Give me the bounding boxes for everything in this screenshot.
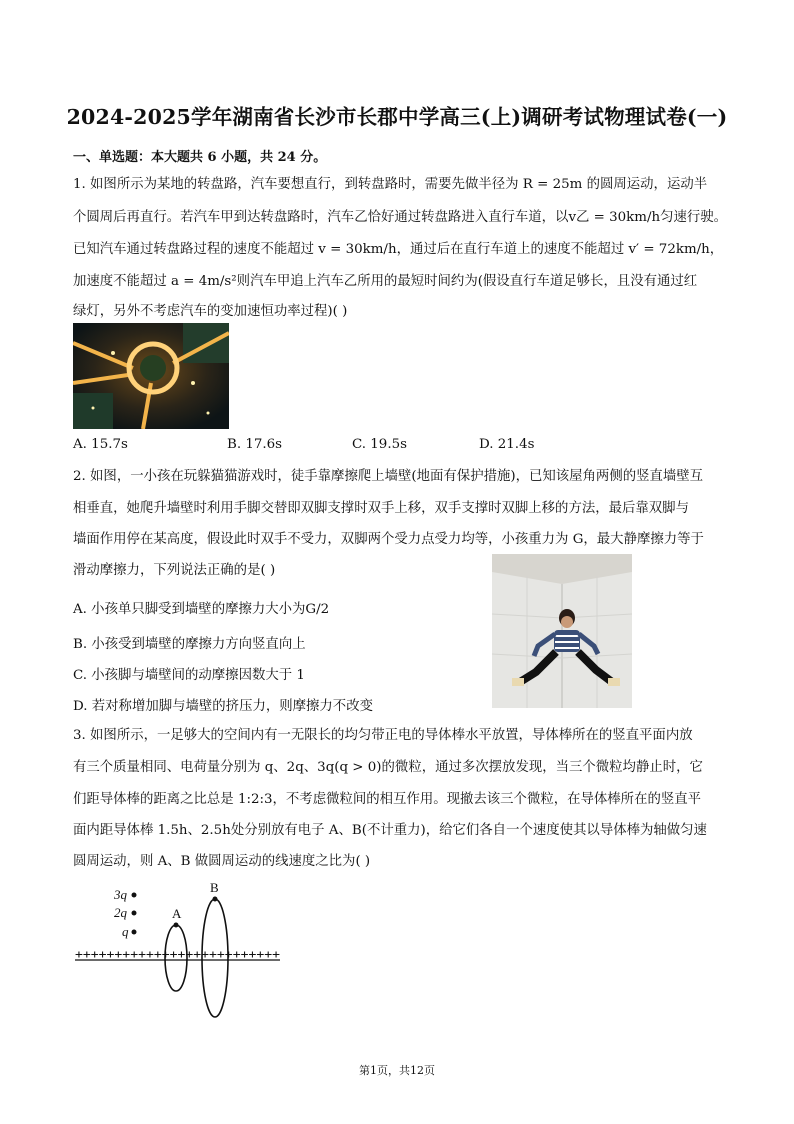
q2-option-a: A. 小孩单只脚受到墙壁的摩擦力大小为G/2 xyxy=(73,602,330,617)
q3-line: 3. 如图所示，一足够大的空间内有一无限长的均匀带正电的导体棒水平放置，导体棒所在的竖直平面内放 xyxy=(73,728,693,743)
q3-line: 有三个质量相同、电荷量分别为 q、2q、3q(q > 0)的微粒，通过多次摆放发现，当三个微粒均静止时，它 xyxy=(73,760,703,775)
charged-rod-diagram xyxy=(70,878,285,1023)
electron-b-label: B xyxy=(210,880,219,895)
rod-charges: ++++++++++++++++++++++++++ xyxy=(75,947,281,961)
q3-line: 们距导体棒的距离之比总是 1:2:3，不考虑微粒间的相互作用。现撤去该三个微粒，在导体棒所在的竖直平 xyxy=(73,792,702,807)
q1-line: 已知汽车通过转盘路过程的速度不能超过 v = 30km/h，通过后在直行车道上的速度不能超过 v′ = 72km/h， xyxy=(73,242,724,257)
q1-line: 绿灯，另外不考虑汽车的变加速恒功率过程)( ) xyxy=(73,304,348,319)
electron-b xyxy=(213,897,218,902)
child-climbing-photo xyxy=(492,554,632,708)
q2-line: 相垂直，她爬升墙壁时利用手脚交替即双脚支撑时双手上移，双手支撑时双脚上移的方法，最后靠双脚与 xyxy=(73,501,689,516)
electron-a-label: A xyxy=(172,906,182,921)
particle-2q xyxy=(132,911,137,916)
q2-line: 滑动摩擦力，下列说法正确的是( ) xyxy=(73,563,276,578)
q1-line: 1. 如图所示为某地的转盘路，汽车要想直行，到转盘路时，需要先做半径为 R = 25m 的圆周运动，运动半 xyxy=(73,177,708,192)
charge-q-label: q xyxy=(122,924,129,939)
page-title: 2024-2025学年湖南省长沙市长郡中学高三(上)调研考试物理试卷(一) xyxy=(66,105,728,129)
q2-line: 2. 如图，一小孩在玩躲猫猫游戏时，徒手靠摩擦爬上墙壁(地面有保护措施)，已知该屋角两侧的竖直墙壁互 xyxy=(73,469,704,484)
q1-line: 个圆周后再直行。若汽车甲到达转盘路时，汽车乙恰好通过转盘路进入直行车道，以v乙 = 30km/h匀速行驶。 xyxy=(73,210,728,225)
charge-3q-label: 3q xyxy=(114,887,127,902)
electron-a xyxy=(174,923,179,928)
q1-option-b: B. 17.6s xyxy=(227,437,283,452)
q1-option-d: D. 21.4s xyxy=(479,437,535,452)
particle-q xyxy=(132,930,137,935)
q2-option-b: B. 小孩受到墙壁的摩擦力方向竖直向上 xyxy=(73,637,306,652)
q3-line: 圆周运动，则 A、B 做圆周运动的线速度之比为( ) xyxy=(73,854,371,869)
q2-option-d: D. 若对称增加脚与墙壁的挤压力，则摩擦力不改变 xyxy=(73,699,373,714)
q2-option-c: C. 小孩脚与墙壁间的动摩擦因数大于 1 xyxy=(73,668,305,683)
page-footer: 第1页，共12页 xyxy=(359,1064,435,1077)
q1-line: 加速度不能超过 a = 4m/s²则汽车甲追上汽车乙所用的最短时间约为(假设直行车道足够长，且没有通过红 xyxy=(73,274,698,289)
particle-3q xyxy=(132,893,137,898)
section-heading: 一、单选题：本大题共 6 小题，共 24 分。 xyxy=(73,150,327,165)
q1-option-c: C. 19.5s xyxy=(352,437,407,452)
q2-line: 墙面作用停在某高度，假设此时双手不受力，双脚两个受力点受力均等，小孩重力为 G，最大静摩擦力等于 xyxy=(73,532,704,547)
charge-2q-label: 2q xyxy=(114,905,127,920)
roundabout-photo xyxy=(73,323,229,429)
q1-option-a: A. 15.7s xyxy=(73,437,128,452)
q3-line: 面内距导体棒 1.5h、2.5h处分别放有电子 A、B(不计重力)，给它们各自一个速度使其以导体棒为轴做匀速 xyxy=(73,823,707,838)
